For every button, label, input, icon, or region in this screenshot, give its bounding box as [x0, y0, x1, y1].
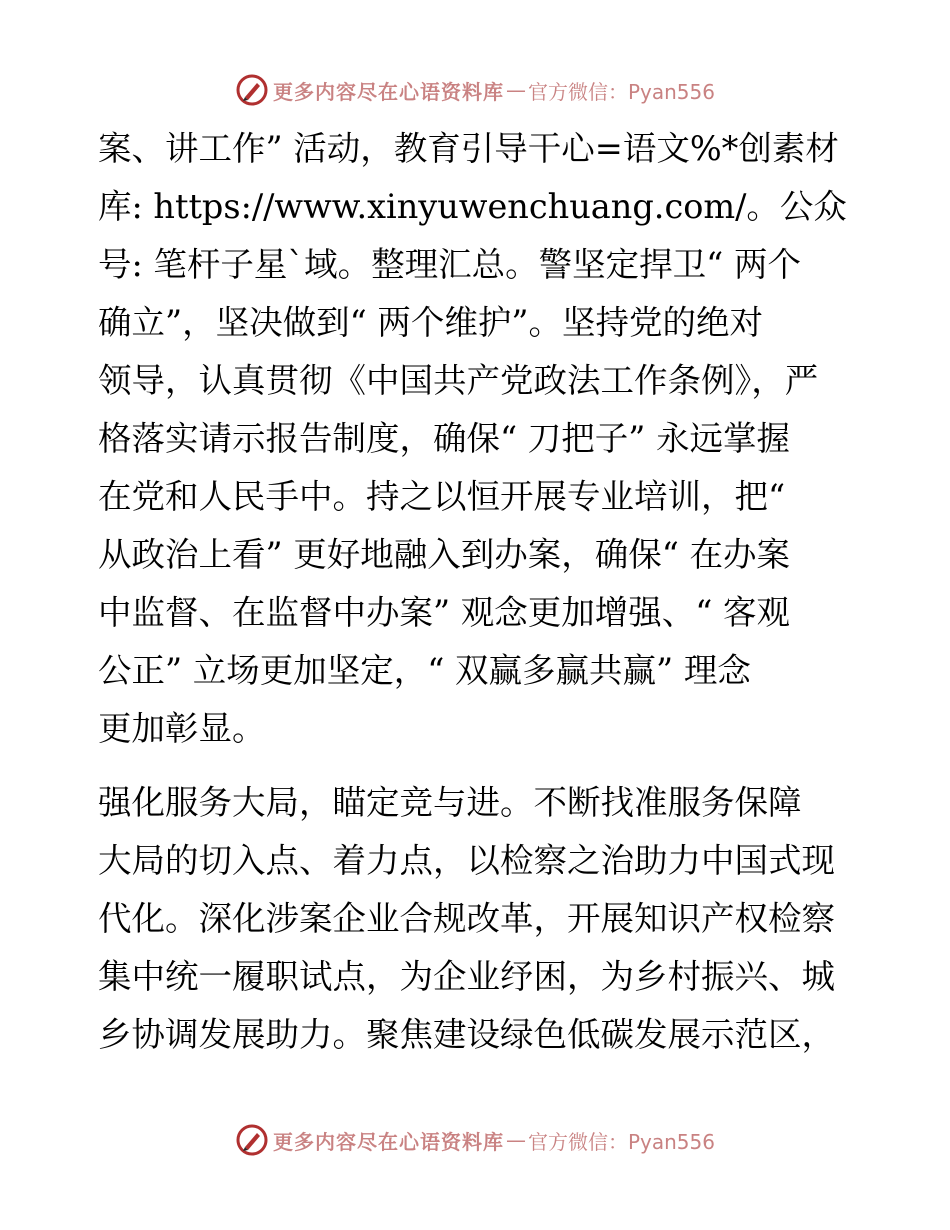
text-line: 乡协调发展助力。聚焦建设绿色低碳发展示范区， — [98, 1015, 835, 1054]
footer-wechat: 官方微信：Pyan556 — [527, 1129, 715, 1154]
header-banner — [0, 70, 950, 110]
text-line: 集中统一履职试点，为企业纾困，为乡村振兴、城 — [98, 957, 835, 996]
text-line: 案、讲工作” 活动，教育引导干心=语文%*创素材 — [98, 129, 839, 168]
header-separator: — — [505, 78, 526, 102]
text-line: 在党和人民手中。持之以恒开展专业培训，把“ — [98, 477, 786, 516]
text-line: 代化。深化涉案企业合规改革，开展知识产权检察 — [98, 899, 835, 938]
paragraph-2 — [98, 774, 850, 1064]
text-line: 确立”，坚决做到“ 两个维护”。坚持党的绝对 — [98, 303, 764, 342]
text-line: 大局的切入点、着力点，以检察之治助力中国式现 — [98, 841, 835, 880]
text-line: 公正” 立场更加坚定，“ 双赢多赢共赢” 理念 — [98, 651, 751, 690]
text-line: 从政治上看” 更好地融入到办案，确保“ 在办案 — [98, 535, 791, 574]
text-line: 格落实请示报告制度，确保“ 刀把子” 永远掌握 — [98, 419, 791, 458]
text-line: 库: https://www.xinyuwenchuang.com/。公众 — [98, 187, 847, 226]
text-line: 中监督、在监督中办案” 观念更加增强、“ 客观 — [98, 593, 791, 632]
pen-logo-icon — [235, 73, 269, 107]
document-body — [98, 120, 850, 1064]
text-line: 更加彰显。 — [98, 709, 266, 748]
pen-logo-icon — [235, 1123, 269, 1157]
footer-brand: 更多内容尽在心语资料库 — [272, 1129, 504, 1154]
paragraph-gap — [98, 758, 850, 774]
header-wechat: 官方微信：Pyan556 — [527, 79, 715, 104]
header-brand: 更多内容尽在心语资料库 — [272, 79, 504, 104]
footer-banner — [0, 1120, 950, 1160]
text-line: 强化服务大局，瞄定竞与进。不断找准服务保障 — [98, 783, 802, 822]
text-line: 号: 笔杆子星`域。整理汇总。警坚定捍卫“ 两个 — [98, 245, 801, 284]
text-line: 领导，认真贯彻《中国共产党政法工作条例》，严 — [98, 361, 819, 400]
paragraph-1 — [98, 120, 850, 758]
footer-separator: — — [505, 1128, 526, 1152]
